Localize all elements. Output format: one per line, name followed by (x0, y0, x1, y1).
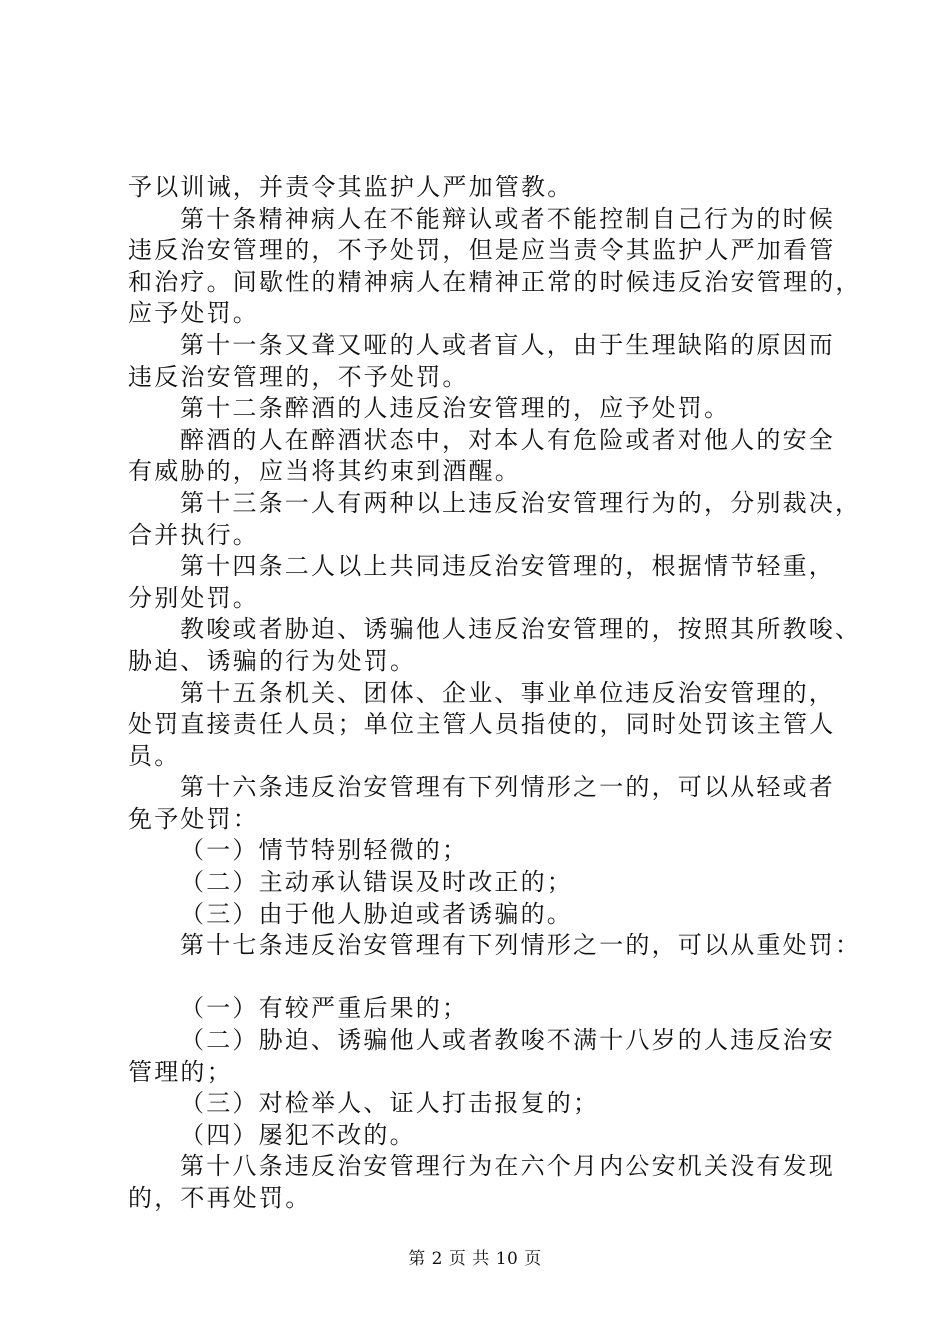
text-line: 第十六条违反治安管理有下列情形之一的，可以从轻或者 (180, 773, 835, 802)
text-line: 第十四条二人以上共同违反治安管理的，根据情节轻重， (180, 552, 835, 581)
text-line: （一）有较严重后果的； (180, 994, 469, 1023)
text-line: 合并执行。 (128, 520, 259, 549)
text-line: 和治疗。间歇性的精神病人在精神正常的时候违反治安管理的， (128, 267, 862, 296)
text-line: 教唆或者胁迫、诱骗他人违反治安管理的，按照其所教唆、 (180, 615, 862, 644)
text-line: （二）主动承认错误及时改正的； (180, 868, 573, 897)
text-line: 第十一条又聋又哑的人或者盲人，由于生理缺陷的原因而 (180, 330, 835, 359)
document-body (128, 172, 862, 1215)
text-line: 第十条精神病人在不能辩认或者不能控制自己行为的时候 (180, 204, 835, 233)
text-line: 第十二条醉酒的人违反治安管理的，应予处罚。 (180, 394, 731, 423)
text-line: 第十七条违反治安管理有下列情形之一的，可以从重处罚： (180, 931, 862, 960)
text-line: 免予处罚： (128, 804, 259, 833)
text-line: 违反治安管理的，不予处罚。 (128, 362, 469, 391)
text-line: （三）由于他人胁迫或者诱骗的。 (180, 899, 573, 928)
text-line: 予以训诫，并责令其监护人严加管教。 (128, 173, 574, 201)
text-line: 有威胁的，应当将其约束到酒醒。 (128, 457, 521, 486)
page-footer: 第 2 页 共 10 页 (408, 1249, 542, 1269)
text-line: 胁迫、诱骗的行为处罚。 (128, 646, 417, 675)
text-line: 分别处罚。 (128, 583, 259, 612)
text-line: （四）屡犯不改的。 (180, 1120, 416, 1149)
blank-line (128, 962, 848, 994)
text-line: 醉酒的人在醉酒状态中，对本人有危险或者对他人的安全 (180, 425, 835, 454)
text-line: 管理的； (128, 1057, 233, 1086)
text-line: 第十五条机关、团体、企业、事业单位违反治安管理的， (180, 678, 835, 707)
text-line: 处罚直接责任人员；单位主管人员指使的，同时处罚该主管人 (128, 710, 836, 739)
text-line: 员。 (128, 741, 181, 770)
text-line: （二）胁迫、诱骗他人或者教唆不满十八岁的人违反治安 (180, 1026, 835, 1055)
text-line: 违反治安管理的，不予处罚，但是应当责令其监护人严加看管 (128, 236, 836, 265)
text-line: 的，不再处罚。 (128, 1184, 312, 1212)
text-line: （三）对检举人、证人打击报复的； (180, 1089, 600, 1118)
text-line: 第十三条一人有两种以上违反治安管理行为的，分别裁决， (180, 488, 862, 517)
text-line: 第十八条违反治安管理行为在六个月内公安机关没有发现 (180, 1152, 835, 1181)
text-line: （一）情节特别轻微的； (180, 836, 469, 865)
text-line: 应予处罚。 (128, 299, 259, 328)
